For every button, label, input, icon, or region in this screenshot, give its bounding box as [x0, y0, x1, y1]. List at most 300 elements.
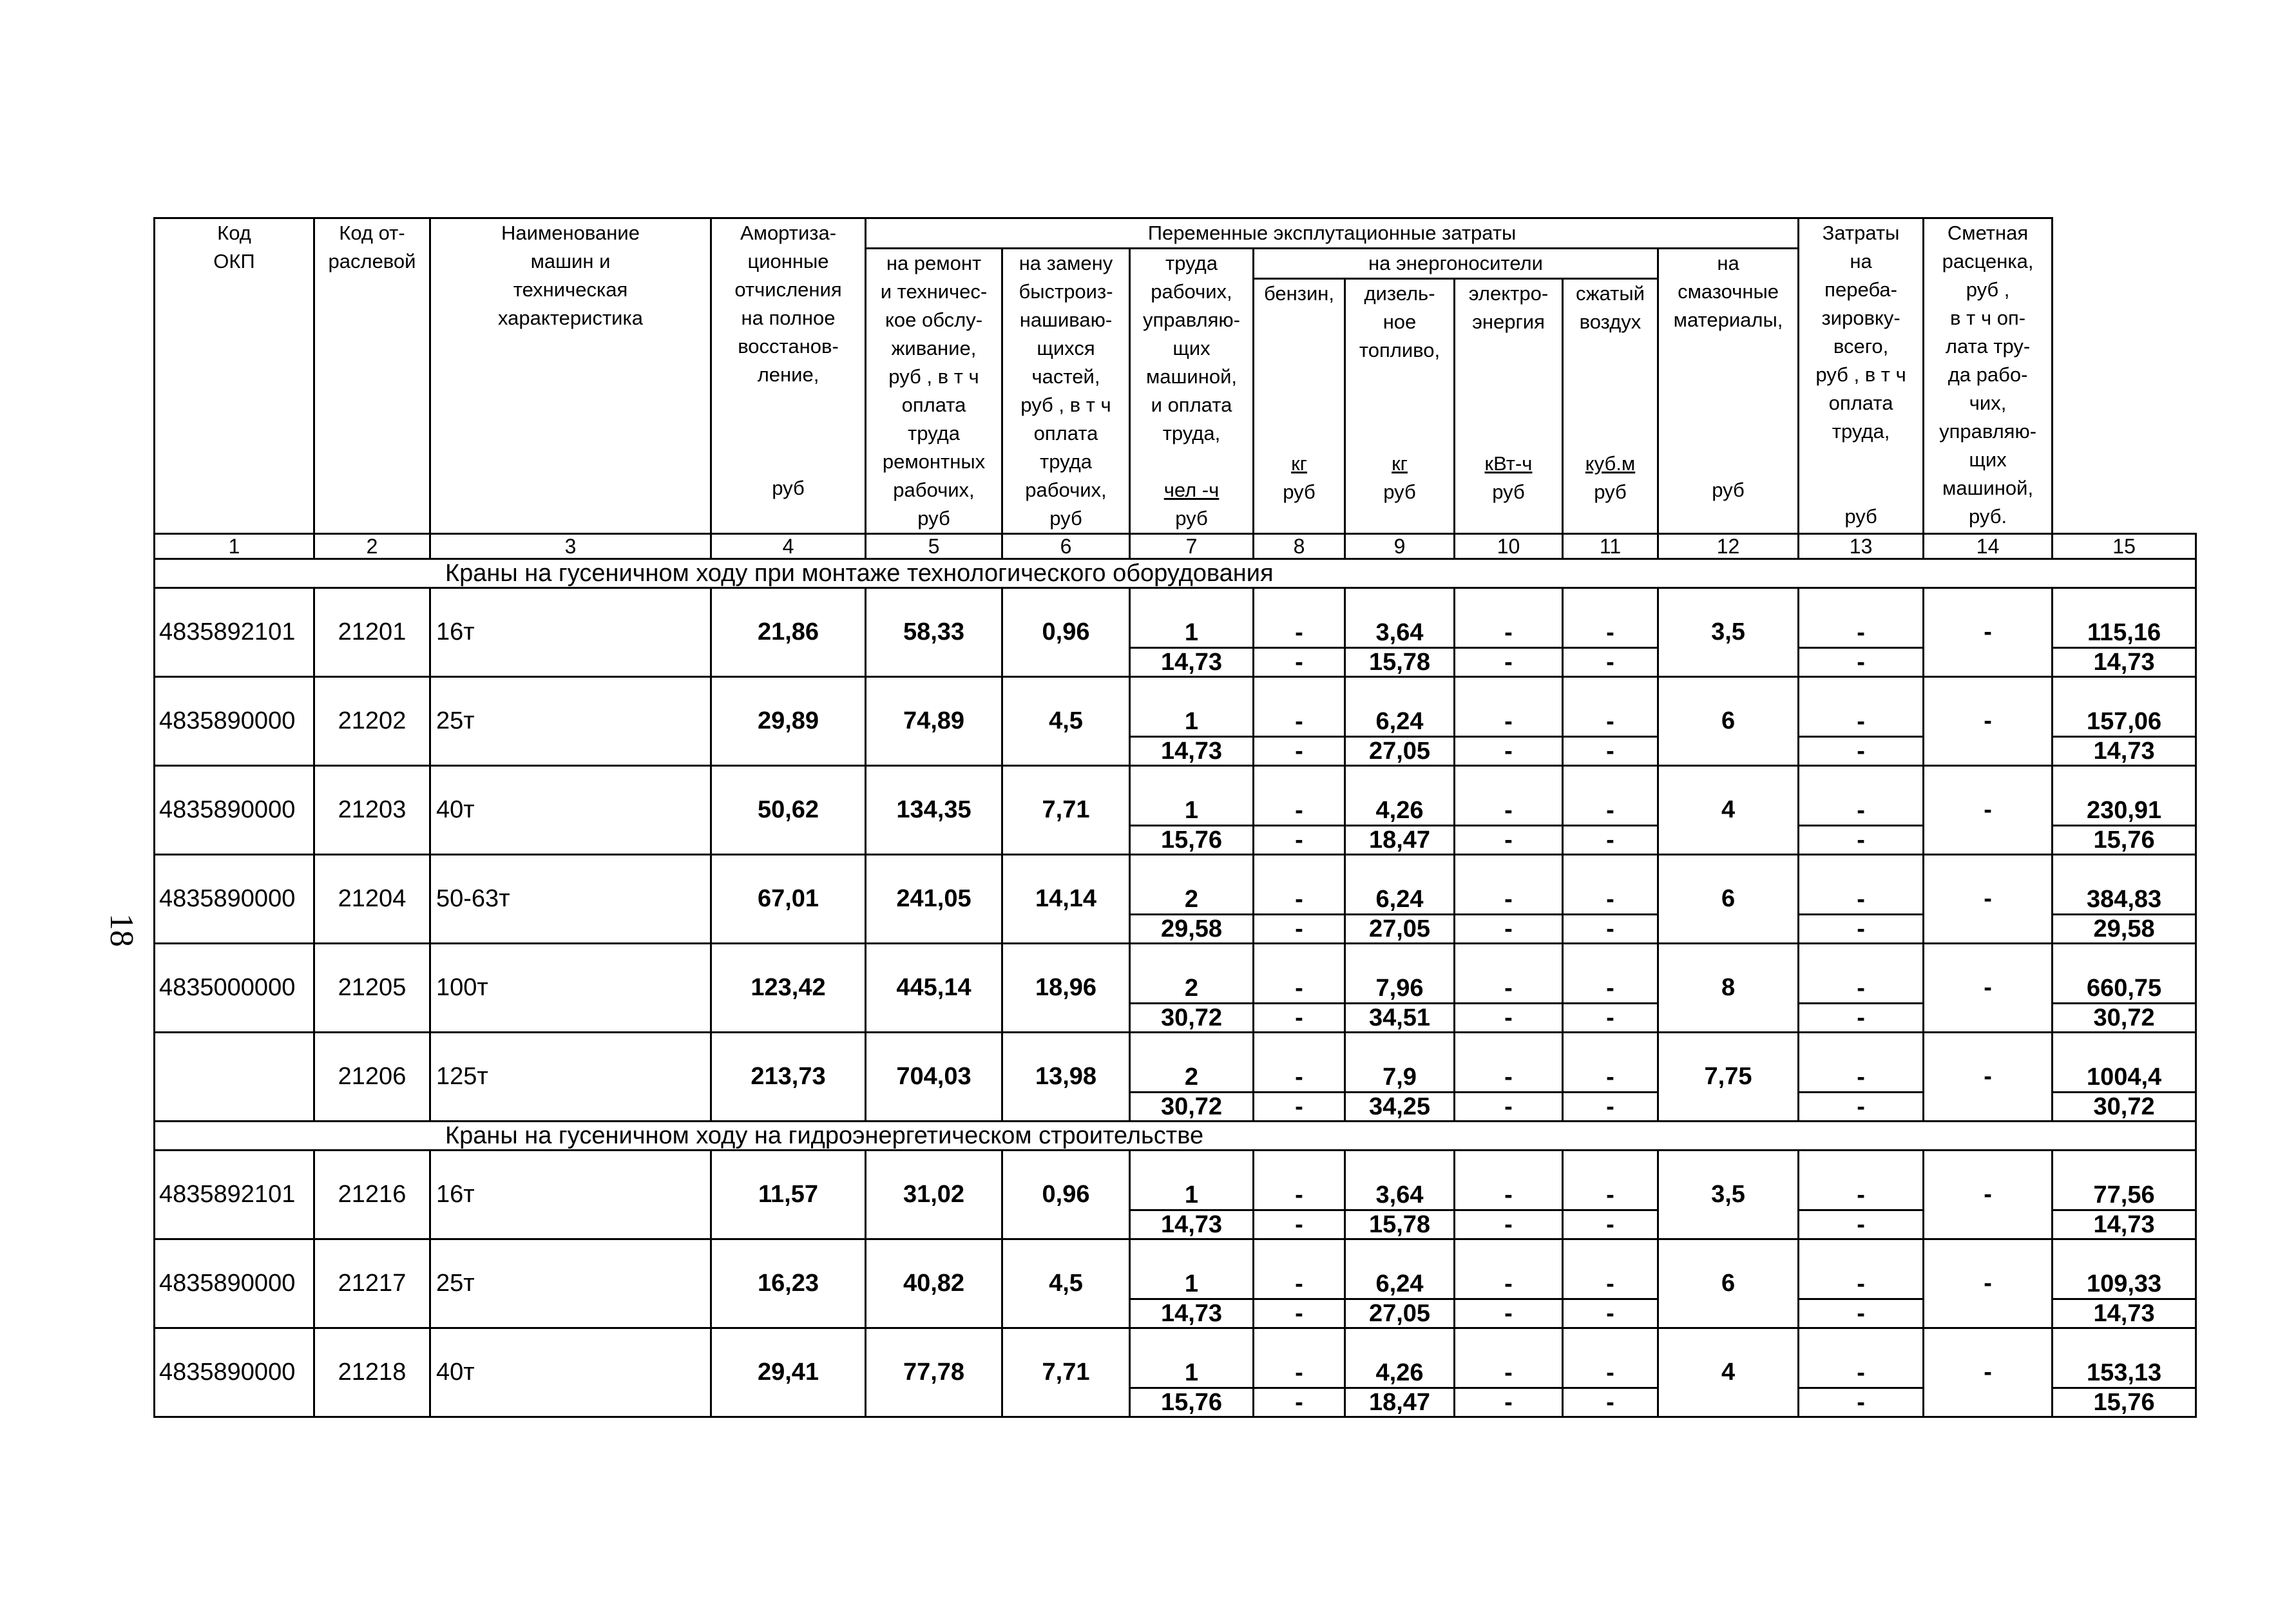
header-compressed-air: сжатый воздух куб.м руб — [1563, 279, 1658, 534]
labor-cell-top: 1 — [1184, 619, 1199, 646]
parts-cell: 18,96 — [1002, 944, 1130, 1033]
petrol-cell-top: - — [1295, 619, 1303, 646]
labor-cell-top: 1 — [1184, 1270, 1199, 1297]
labor-cell — [1130, 766, 1254, 855]
total-rate-cell — [2053, 677, 2196, 766]
hydraulic-cell — [1799, 677, 1924, 766]
hydraulic-cell-bottom: - — [1799, 913, 1922, 942]
labor-cell-bottom: 30,72 — [1131, 1091, 1252, 1120]
electricity-cell-top: - — [1504, 886, 1513, 913]
labor-cell-bottom: 14,73 — [1131, 647, 1252, 676]
section-title-cell — [155, 1122, 2196, 1151]
electricity-cell — [1455, 855, 1563, 944]
branch-code-cell: 21216 — [314, 1151, 430, 1239]
air-cell-bottom: - — [1564, 1298, 1657, 1327]
petrol-cell-bottom: - — [1254, 1209, 1344, 1238]
total-rate-cell-bottom: 29,58 — [2053, 913, 2195, 942]
diesel-cell — [1345, 766, 1455, 855]
petrol-cell — [1254, 855, 1345, 944]
air-cell — [1563, 1239, 1658, 1328]
diesel-cell-top: 3,64 — [1375, 619, 1424, 646]
petrol-cell-bottom: - — [1254, 1091, 1344, 1120]
parts-cell: 13,98 — [1002, 1033, 1130, 1122]
branch-code-cell: 21201 — [314, 588, 430, 677]
machine-name-cell: 40т — [430, 1328, 711, 1417]
electricity-cell-bottom: - — [1455, 1091, 1562, 1120]
okp-code-cell — [155, 1033, 314, 1122]
table-row — [155, 677, 2196, 766]
electricity-cell-top: - — [1504, 708, 1513, 735]
labor-cell — [1130, 677, 1254, 766]
repair-cell: 77,78 — [866, 1328, 1002, 1417]
total-rate-cell — [2053, 944, 2196, 1033]
header-branch-code: Код от- раслевой — [314, 218, 430, 534]
repair-cell: 58,33 — [866, 588, 1002, 677]
machine-name-cell: 25т — [430, 1239, 711, 1328]
total-rate-cell-top: 1004,4 — [2086, 1064, 2162, 1091]
column-number: 13 — [1799, 534, 1924, 559]
diesel-cell-bottom: 18,47 — [1346, 825, 1453, 854]
relocation-cell: - — [1924, 944, 2053, 1033]
lubricants-cell: 6 — [1658, 677, 1799, 766]
air-cell-top: - — [1606, 708, 1614, 735]
electricity-cell — [1455, 944, 1563, 1033]
labor-cell-bottom: 15,76 — [1131, 1387, 1252, 1416]
relocation-cell: - — [1924, 1328, 2053, 1417]
total-rate-cell — [2053, 1033, 2196, 1122]
table-row — [155, 1033, 2196, 1122]
diesel-cell — [1345, 677, 1455, 766]
column-number-row — [155, 534, 2196, 559]
total-rate-cell — [2053, 855, 2196, 944]
header-diesel: дизель- ное топливо, кг руб — [1345, 279, 1455, 534]
lubricants-cell: 4 — [1658, 1328, 1799, 1417]
total-rate-cell — [2053, 766, 2196, 855]
petrol-cell-top: - — [1295, 1181, 1303, 1208]
diesel-cell-bottom: 15,78 — [1346, 1209, 1453, 1238]
machine-name-cell: 100т — [430, 944, 711, 1033]
section-header-row — [155, 1122, 2196, 1151]
diesel-cell-bottom: 34,25 — [1346, 1091, 1453, 1120]
machine-name-cell: 40т — [430, 766, 711, 855]
labor-cell — [1130, 1239, 1254, 1328]
hydraulic-cell-top: - — [1857, 619, 1865, 646]
electricity-cell-top: - — [1504, 1181, 1513, 1208]
labor-cell-top: 1 — [1184, 1181, 1199, 1208]
column-number: 8 — [1254, 534, 1345, 559]
petrol-cell-bottom: - — [1254, 913, 1344, 942]
header-amortization: Амортиза- ционные отчисления на полное восстанов- ление, руб — [711, 218, 866, 534]
amortization-cell: 11,57 — [711, 1151, 866, 1239]
section-title-cell — [155, 559, 2196, 588]
header-labor: труда рабочих, управляю- щих машиной, и оплата труда, чел -ч руб — [1130, 249, 1254, 534]
electricity-cell-bottom: - — [1455, 736, 1562, 765]
total-rate-cell — [2053, 588, 2196, 677]
labor-cell — [1130, 1151, 1254, 1239]
hydraulic-cell-top: - — [1857, 1181, 1865, 1208]
labor-cell-bottom: 30,72 — [1131, 1002, 1252, 1031]
air-cell — [1563, 944, 1658, 1033]
diesel-cell-bottom: 27,05 — [1346, 913, 1453, 942]
hydraulic-cell-bottom: - — [1799, 1002, 1922, 1031]
relocation-cell: - — [1924, 1151, 2053, 1239]
diesel-cell — [1345, 1239, 1455, 1328]
column-number: 15 — [2053, 534, 2196, 559]
diesel-cell-bottom: 18,47 — [1346, 1387, 1453, 1416]
petrol-cell-top: - — [1295, 886, 1303, 913]
amortization-cell: 29,41 — [711, 1328, 866, 1417]
header-relocation: Затраты на переба- зировку- всего, руб , в т ч оплата труда, руб — [1799, 218, 1924, 534]
air-cell-top: - — [1606, 1359, 1614, 1386]
air-cell-bottom: - — [1564, 736, 1657, 765]
table-row — [155, 1239, 2196, 1328]
okp-code-cell: 4835890000 — [155, 1328, 314, 1417]
electricity-cell — [1455, 1151, 1563, 1239]
diesel-cell — [1345, 1328, 1455, 1417]
diesel-cell-top: 4,26 — [1375, 797, 1424, 824]
hydraulic-cell — [1799, 766, 1924, 855]
amortization-cell: 213,73 — [711, 1033, 866, 1122]
petrol-cell — [1254, 1239, 1345, 1328]
petrol-cell — [1254, 1033, 1345, 1122]
petrol-cell — [1254, 1151, 1345, 1239]
petrol-cell — [1254, 1328, 1345, 1417]
electricity-cell-top: - — [1504, 619, 1513, 646]
electricity-cell — [1455, 588, 1563, 677]
parts-cell: 7,71 — [1002, 1328, 1130, 1417]
air-cell-top: - — [1606, 797, 1614, 824]
repair-cell: 241,05 — [866, 855, 1002, 944]
column-number: 3 — [430, 534, 711, 559]
amortization-cell: 16,23 — [711, 1239, 866, 1328]
lubricants-cell: 4 — [1658, 766, 1799, 855]
header-variable-costs: Переменные эксплутационные затраты — [866, 218, 1799, 249]
column-number: 6 — [1002, 534, 1130, 559]
labor-cell-bottom: 29,58 — [1131, 913, 1252, 942]
electricity-cell-bottom: - — [1455, 1209, 1562, 1238]
total-rate-cell-bottom: 30,72 — [2053, 1091, 2195, 1120]
header-lubricants: на смазочные материалы, руб — [1658, 249, 1799, 534]
machine-name-cell: 25т — [430, 677, 711, 766]
hydraulic-cell — [1799, 1328, 1924, 1417]
section-header-row — [155, 559, 2196, 588]
hydraulic-cell-bottom: - — [1799, 1209, 1922, 1238]
column-number: 11 — [1563, 534, 1658, 559]
section-title: Краны на гусеничном ходу при монтаже технологического оборудования — [445, 560, 1274, 587]
hydraulic-cell — [1799, 944, 1924, 1033]
diesel-cell-bottom: 27,05 — [1346, 736, 1453, 765]
diesel-cell-bottom: 15,78 — [1346, 647, 1453, 676]
air-cell — [1563, 588, 1658, 677]
okp-code-cell: 4835890000 — [155, 766, 314, 855]
machine-name-cell: 50-63т — [430, 855, 711, 944]
labor-cell-bottom: 14,73 — [1131, 736, 1252, 765]
parts-cell: 4,5 — [1002, 677, 1130, 766]
petrol-cell-bottom: - — [1254, 825, 1344, 854]
parts-cell: 4,5 — [1002, 1239, 1130, 1328]
lubricants-cell: 6 — [1658, 855, 1799, 944]
diesel-cell — [1345, 855, 1455, 944]
hydraulic-cell-top: - — [1857, 708, 1865, 735]
hydraulic-cell-top: - — [1857, 797, 1865, 824]
diesel-cell-top: 6,24 — [1375, 1270, 1424, 1297]
air-cell-bottom: - — [1564, 913, 1657, 942]
petrol-cell-bottom: - — [1254, 1387, 1344, 1416]
amortization-cell: 67,01 — [711, 855, 866, 944]
petrol-cell-bottom: - — [1254, 1002, 1344, 1031]
hydraulic-cell-top: - — [1857, 1064, 1865, 1091]
branch-code-cell: 21218 — [314, 1328, 430, 1417]
diesel-cell-top: 6,24 — [1375, 886, 1424, 913]
amortization-cell: 21,86 — [711, 588, 866, 677]
air-cell-top: - — [1606, 975, 1614, 1002]
electricity-cell-top: - — [1504, 1064, 1513, 1091]
electricity-cell-bottom: - — [1455, 1387, 1562, 1416]
okp-code-cell: 4835890000 — [155, 1239, 314, 1328]
diesel-cell-top: 7,96 — [1375, 975, 1424, 1002]
table-row — [155, 766, 2196, 855]
relocation-cell: - — [1924, 766, 2053, 855]
parts-cell: 7,71 — [1002, 766, 1130, 855]
electricity-cell-bottom: - — [1455, 1298, 1562, 1327]
electricity-cell-bottom: - — [1455, 913, 1562, 942]
petrol-cell-bottom: - — [1254, 736, 1344, 765]
air-cell-bottom: - — [1564, 1209, 1657, 1238]
total-rate-cell-bottom: 15,76 — [2053, 825, 2195, 854]
air-cell — [1563, 1328, 1658, 1417]
labor-cell-top: 2 — [1184, 886, 1199, 913]
parts-cell: 14,14 — [1002, 855, 1130, 944]
table-row — [155, 1151, 2196, 1239]
section-title: Краны на гусеничном ходу на гидроэнергетическом строительстве — [445, 1122, 1204, 1149]
air-cell-bottom: - — [1564, 647, 1657, 676]
okp-code-cell: 4835000000 — [155, 944, 314, 1033]
hydraulic-cell-top: - — [1857, 1270, 1865, 1297]
header-okp: Код ОКП — [155, 218, 314, 534]
branch-code-cell: 21217 — [314, 1239, 430, 1328]
header-electricity: электро- энергия кВт-ч руб — [1455, 279, 1563, 534]
total-rate-cell-top: 77,56 — [2093, 1181, 2155, 1208]
hydraulic-cell — [1799, 1239, 1924, 1328]
petrol-cell-bottom: - — [1254, 1298, 1344, 1327]
diesel-cell-top: 7,9 — [1383, 1064, 1417, 1091]
diesel-cell — [1345, 1151, 1455, 1239]
electricity-cell-top: - — [1504, 1359, 1513, 1386]
lubricants-cell: 3,5 — [1658, 588, 1799, 677]
petrol-cell-top: - — [1295, 797, 1303, 824]
diesel-cell-top: 6,24 — [1375, 708, 1424, 735]
labor-cell — [1130, 588, 1254, 677]
diesel-cell — [1345, 944, 1455, 1033]
electricity-cell-bottom: - — [1455, 825, 1562, 854]
petrol-cell — [1254, 677, 1345, 766]
electricity-cell-bottom: - — [1455, 1002, 1562, 1031]
relocation-cell: - — [1924, 1239, 2053, 1328]
electricity-cell — [1455, 677, 1563, 766]
branch-code-cell: 21204 — [314, 855, 430, 944]
electricity-cell — [1455, 766, 1563, 855]
amortization-cell: 50,62 — [711, 766, 866, 855]
petrol-cell-top: - — [1295, 1064, 1303, 1091]
column-number: 7 — [1130, 534, 1254, 559]
header-machine-name: Наименование машин и техническая характеристика — [430, 218, 711, 534]
branch-code-cell: 21202 — [314, 677, 430, 766]
hydraulic-cell — [1799, 855, 1924, 944]
hydraulic-cell-top: - — [1857, 1359, 1865, 1386]
air-cell-bottom: - — [1564, 1002, 1657, 1031]
air-cell-top: - — [1606, 1181, 1614, 1208]
amortization-cell: 29,89 — [711, 677, 866, 766]
total-rate-cell-bottom: 14,73 — [2053, 647, 2195, 676]
hydraulic-cell-bottom: - — [1799, 1387, 1922, 1416]
header-row-1 — [155, 218, 2196, 249]
machine-rates-table — [153, 217, 2197, 1418]
petrol-cell-top: - — [1295, 1359, 1303, 1386]
labor-cell-top: 2 — [1184, 1064, 1199, 1091]
column-number: 14 — [1924, 534, 2053, 559]
air-cell — [1563, 766, 1658, 855]
relocation-cell: - — [1924, 1033, 2053, 1122]
relocation-cell: - — [1924, 588, 2053, 677]
hydraulic-cell-top: - — [1857, 886, 1865, 913]
lubricants-cell: 3,5 — [1658, 1151, 1799, 1239]
diesel-cell-top: 4,26 — [1375, 1359, 1424, 1386]
total-rate-cell-top: 157,06 — [2086, 708, 2162, 735]
header-petrol: бензин, кг руб — [1254, 279, 1345, 534]
labor-cell — [1130, 944, 1254, 1033]
diesel-cell — [1345, 588, 1455, 677]
air-cell — [1563, 855, 1658, 944]
okp-code-cell: 4835892101 — [155, 1151, 314, 1239]
total-rate-cell-top: 230,91 — [2086, 797, 2162, 824]
hydraulic-cell — [1799, 1151, 1924, 1239]
total-rate-cell-top: 115,16 — [2087, 619, 2161, 646]
hydraulic-cell-bottom: - — [1799, 647, 1922, 676]
diesel-cell-top: 3,64 — [1375, 1181, 1424, 1208]
table-row — [155, 588, 2196, 677]
petrol-cell-top: - — [1295, 975, 1303, 1002]
repair-cell: 40,82 — [866, 1239, 1002, 1328]
electricity-cell-top: - — [1504, 1270, 1513, 1297]
hydraulic-cell-bottom: - — [1799, 1091, 1922, 1120]
air-cell — [1563, 1033, 1658, 1122]
diesel-cell — [1345, 1033, 1455, 1122]
air-cell-bottom: - — [1564, 1091, 1657, 1120]
header-estimated-rate: Сметная расценка, руб , в т ч оп- лата тру- да рабо- чих, управляю- щих машиной, руб. — [1924, 218, 2053, 534]
labor-cell-top: 1 — [1184, 708, 1199, 735]
okp-code-cell: 4835890000 — [155, 677, 314, 766]
electricity-cell-top: - — [1504, 797, 1513, 824]
column-number: 1 — [155, 534, 314, 559]
diesel-cell-bottom: 27,05 — [1346, 1298, 1453, 1327]
parts-cell: 0,96 — [1002, 1151, 1130, 1239]
labor-cell-top: 2 — [1184, 975, 1199, 1002]
labor-cell-top: 1 — [1184, 797, 1199, 824]
table-row — [155, 855, 2196, 944]
petrol-cell — [1254, 766, 1345, 855]
page-number: 18 — [103, 913, 140, 947]
hydraulic-cell-top: - — [1857, 975, 1865, 1002]
total-rate-cell-top: 384,83 — [2086, 886, 2162, 913]
labor-cell — [1130, 1033, 1254, 1122]
column-number: 2 — [314, 534, 430, 559]
total-rate-cell-bottom: 30,72 — [2053, 1002, 2195, 1031]
total-rate-cell-bottom: 14,73 — [2053, 1298, 2195, 1327]
repair-cell: 704,03 — [866, 1033, 1002, 1122]
total-rate-cell-top: 660,75 — [2086, 975, 2162, 1002]
lubricants-cell: 8 — [1658, 944, 1799, 1033]
air-cell-top: - — [1606, 886, 1614, 913]
total-rate-cell-bottom: 14,73 — [2053, 1209, 2195, 1238]
electricity-cell-top: - — [1504, 975, 1513, 1002]
column-number: 5 — [866, 534, 1002, 559]
column-number: 10 — [1455, 534, 1563, 559]
hydraulic-cell — [1799, 1033, 1924, 1122]
air-cell-bottom: - — [1564, 825, 1657, 854]
electricity-cell — [1455, 1328, 1563, 1417]
relocation-cell: - — [1924, 855, 2053, 944]
total-rate-cell — [2053, 1239, 2196, 1328]
repair-cell: 74,89 — [866, 677, 1002, 766]
branch-code-cell: 21206 — [314, 1033, 430, 1122]
branch-code-cell: 21203 — [314, 766, 430, 855]
total-rate-cell-bottom: 14,73 — [2053, 736, 2195, 765]
petrol-cell-bottom: - — [1254, 647, 1344, 676]
electricity-cell — [1455, 1033, 1563, 1122]
machine-name-cell: 16т — [430, 588, 711, 677]
lubricants-cell: 6 — [1658, 1239, 1799, 1328]
diesel-cell-bottom: 34,51 — [1346, 1002, 1453, 1031]
petrol-cell-top: - — [1295, 708, 1303, 735]
labor-cell — [1130, 1328, 1254, 1417]
column-number: 4 — [711, 534, 866, 559]
electricity-cell-bottom: - — [1455, 647, 1562, 676]
total-rate-cell-bottom: 15,76 — [2053, 1387, 2195, 1416]
air-cell-top: - — [1606, 1270, 1614, 1297]
parts-cell: 0,96 — [1002, 588, 1130, 677]
electricity-cell — [1455, 1239, 1563, 1328]
petrol-cell-top: - — [1295, 1270, 1303, 1297]
hydraulic-cell-bottom: - — [1799, 825, 1922, 854]
labor-cell-bottom: 14,73 — [1131, 1209, 1252, 1238]
machine-name-cell: 125т — [430, 1033, 711, 1122]
labor-cell-bottom: 15,76 — [1131, 825, 1252, 854]
hydraulic-cell-bottom: - — [1799, 736, 1922, 765]
total-rate-cell-top: 109,33 — [2086, 1270, 2162, 1297]
column-number: 9 — [1345, 534, 1455, 559]
machine-name-cell: 16т — [430, 1151, 711, 1239]
air-cell-bottom: - — [1564, 1387, 1657, 1416]
lubricants-cell: 7,75 — [1658, 1033, 1799, 1122]
okp-code-cell: 4835892101 — [155, 588, 314, 677]
air-cell-top: - — [1606, 619, 1614, 646]
labor-cell — [1130, 855, 1254, 944]
column-number: 12 — [1658, 534, 1799, 559]
total-rate-cell — [2053, 1151, 2196, 1239]
header-parts: на замену быстроиз- нашиваю- щихся частей, руб , в т ч оплата труда рабочих, руб — [1002, 249, 1130, 534]
labor-cell-bottom: 14,73 — [1131, 1298, 1252, 1327]
labor-cell-top: 1 — [1184, 1359, 1199, 1386]
header-energy: на энергоносители — [1254, 249, 1658, 279]
hydraulic-cell — [1799, 588, 1924, 677]
amortization-cell: 123,42 — [711, 944, 866, 1033]
air-cell-top: - — [1606, 1064, 1614, 1091]
repair-cell: 134,35 — [866, 766, 1002, 855]
total-rate-cell — [2053, 1328, 2196, 1417]
hydraulic-cell-bottom: - — [1799, 1298, 1922, 1327]
okp-code-cell: 4835890000 — [155, 855, 314, 944]
air-cell — [1563, 677, 1658, 766]
